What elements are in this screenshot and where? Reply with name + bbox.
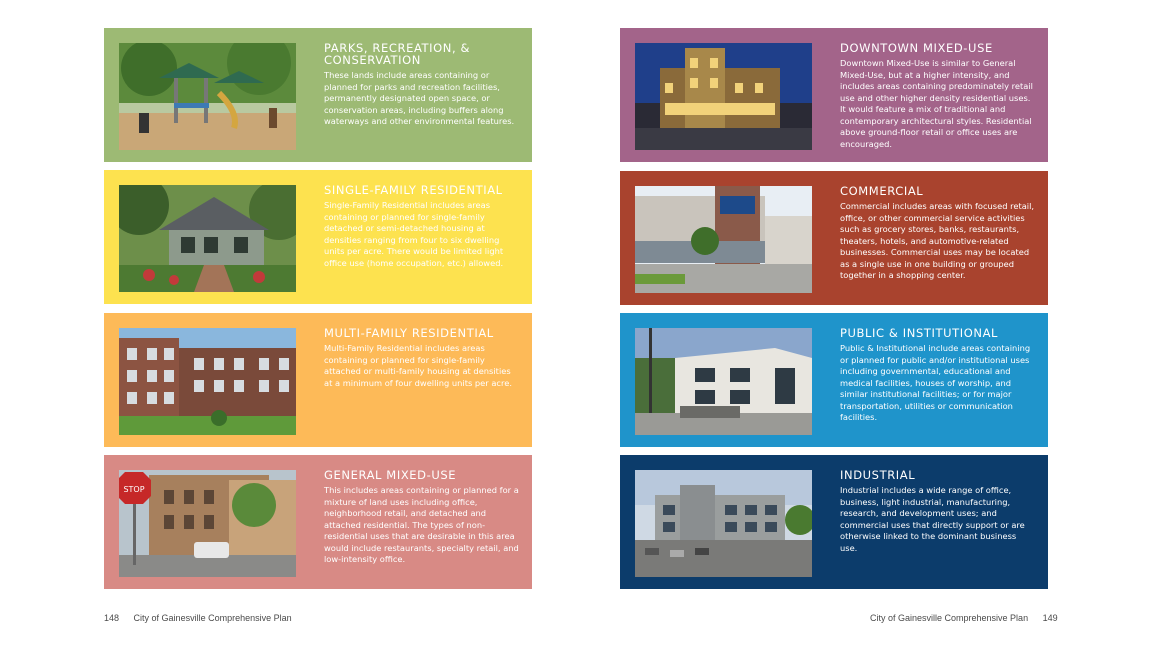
apartment-photo — [119, 328, 296, 435]
card-single-family — [104, 170, 532, 304]
card-description: Downtown Mixed-Use is similar to General Mixed-Use, but at a higher intensity, and includes areas containing predominately retail use and other higher density residential uses. It would feature a mix of traditional and contemporary architectural styles. Residential above ground-floor retail or office uses are encouraged. — [840, 58, 1033, 149]
page-number: 148 — [104, 613, 120, 623]
card-description: Commercial includes areas with focused retail, office, or other commercial service activities such as grocery stores, banks, restaurants, theaters, hotels, and automotive-related businesses. Commercial uses may be located as a single use in one building or grouped together in a shopping center. — [840, 201, 1035, 280]
card-parks-recreation — [104, 28, 532, 162]
svg-text:STOP: STOP — [123, 485, 145, 494]
card-title: DOWNTOWN MIXED-USE — [840, 41, 993, 55]
street-stop-sign-photo — [119, 470, 296, 577]
house-photo — [119, 185, 296, 292]
institutional-building-photo — [635, 328, 812, 435]
card-description: Single-Family Residential includes areas containing or planned for single-family detached or semi-detached housing at densities ranging from four to six dwelling units per acre. There would be limited light office use (home occupation, etc.) allowed. — [324, 200, 504, 268]
card-industrial — [620, 455, 1048, 589]
card-title: PARKS, RECREATION, & CONSERVATION — [324, 41, 471, 67]
page-number: 149 — [1042, 613, 1058, 623]
card-title: GENERAL MIXED-USE — [324, 468, 457, 482]
card-description: This includes areas containing or planned for a mixture of land uses including office, neighborhood retail, and detached and attached residential. The types of non-residential uses that are desirable in this area would include restaurants, specialty retail, and low-intensity office. — [324, 485, 519, 564]
left-page-footer — [104, 613, 304, 623]
card-multi-family — [104, 313, 532, 447]
card-title: SINGLE-FAMILY RESIDENTIAL — [324, 183, 503, 197]
downtown-night-photo — [635, 43, 812, 150]
card-description: Industrial includes a wide range of office, business, light industrial, manufacturing, research, and development uses; and commercial uses that directly support or are otherwise linked to the dominant business use. — [840, 485, 1025, 553]
card-title: INDUSTRIAL — [840, 468, 916, 482]
card-title: MULTI-FAMILY RESIDENTIAL — [324, 326, 494, 340]
grocery-store-photo — [635, 186, 812, 293]
card-general-mixed-use — [104, 455, 532, 589]
card-title: COMMERCIAL — [840, 184, 924, 198]
card-description: These lands include areas containing or planned for parks and recreation facilities, permanently designated open space, or conservation areas, including buffers along waterways and other environmental features. — [324, 70, 515, 126]
card-description: Public & Institutional include areas containing or planned for public and/or institutional uses including governmental, educational and medical facilities, houses of worship, and similar institutional facilities; or for major transportation, utilities or communication facilities. — [840, 343, 1031, 422]
card-title: PUBLIC & INSTITUTIONAL — [840, 326, 999, 340]
right-page-footer — [870, 613, 1058, 623]
footer-title: City of Gainesville Comprehensive Plan — [133, 613, 292, 623]
card-downtown-mixed-use — [620, 28, 1048, 162]
card-description: Multi-Family Residential includes areas containing or planned for single-family attached or multi-family housing at densities at a minimum of four dwelling units per acre. — [324, 343, 512, 388]
card-commercial — [620, 171, 1048, 305]
footer-title: City of Gainesville Comprehensive Plan — [870, 613, 1029, 623]
card-public-institutional — [620, 313, 1048, 447]
playground-photo — [119, 43, 296, 150]
industrial-building-photo — [635, 470, 812, 577]
